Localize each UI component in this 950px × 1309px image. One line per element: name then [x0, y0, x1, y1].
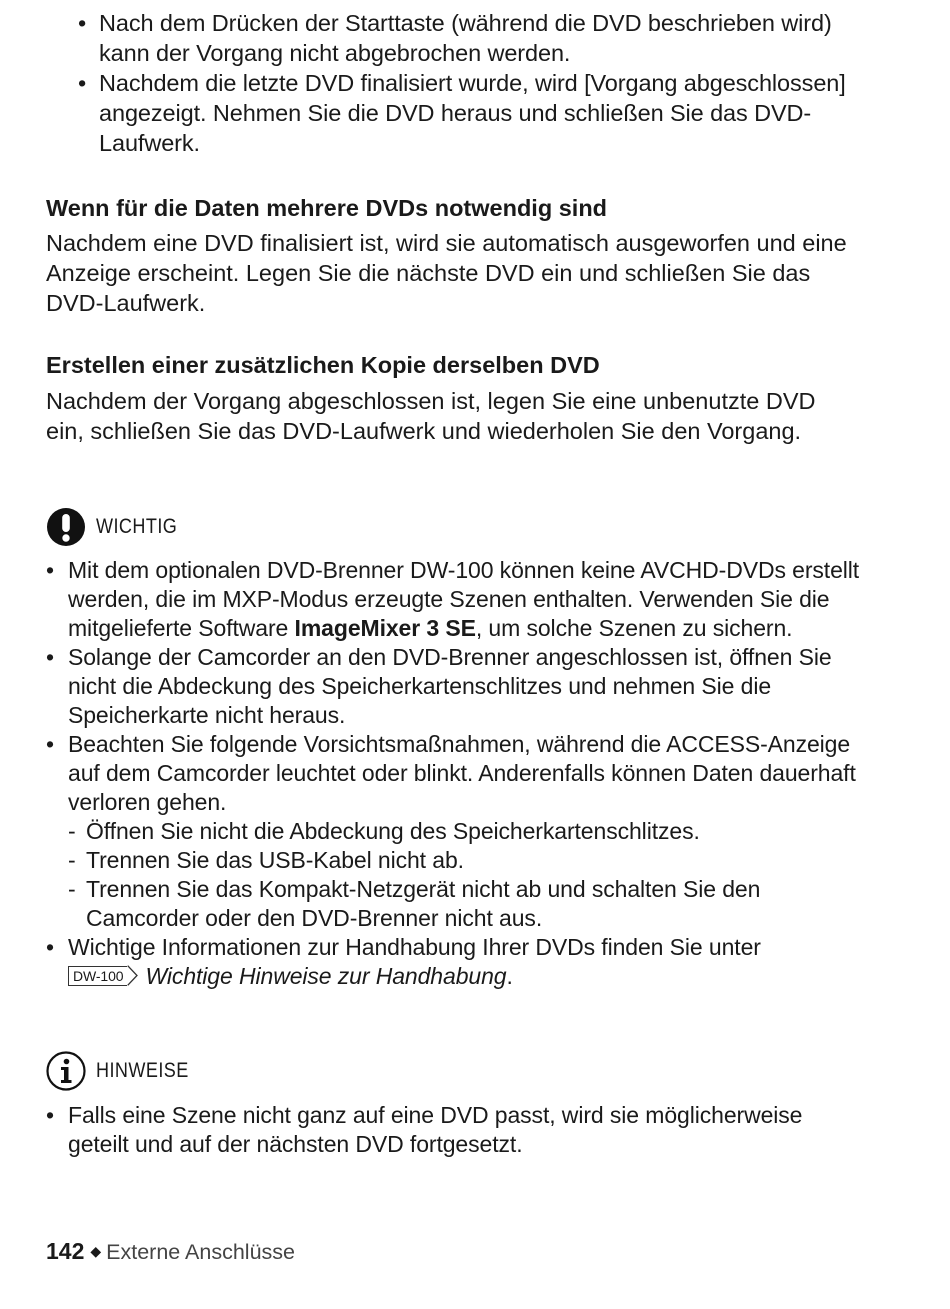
section-heading-additional-copy: Erstellen einer zusätzlichen Kopie derselben DVD [46, 352, 600, 378]
bullet-text: Nach dem Drücken der Starttaste (während die DVD beschrieben wird) kann der Vorgang nicht abgebrochen werden. [99, 10, 832, 66]
section-heading-multiple-dvds: Wenn für die Daten mehrere DVDs notwendig sind [46, 195, 608, 221]
list-item [78, 8, 878, 68]
important-header [46, 507, 190, 547]
top-bullet-list [78, 8, 878, 158]
section-body-multiple-dvds: Nachdem eine DVD finalisiert ist, wird sie automatisch ausgeworfen und eine Anzeige erscheint. Legen Sie die nächste DVD ein und schließen Sie das DVD-Laufwerk. [46, 230, 847, 316]
list-item [46, 1101, 866, 1159]
sublist-item [68, 875, 866, 933]
list-item [46, 556, 866, 643]
software-name: ImageMixer 3 SE [294, 615, 476, 641]
notes-header [46, 1051, 204, 1091]
bullet-text: Nachdem die letzte DVD finalisiert wurde, wird [Vorgang abgeschlossen] angezeigt. Nehmen Sie die DVD heraus und schließen Sie das DVD-Laufwerk. [99, 70, 846, 156]
list-item [46, 730, 866, 933]
notes-label: HINWEISE [96, 1059, 189, 1082]
page-number: 142 [46, 1238, 85, 1264]
important-item4-text: Wichtige Informationen zur Handhabung Ihrer DVDs finden Sie unter [68, 934, 761, 960]
list-item [78, 68, 878, 158]
section-body-additional-copy: Nachdem der Vorgang abgeschlossen ist, legen Sie eine unbenutzte DVD ein, schließen Sie das DVD-Laufwerk und wiederholen Sie den Vorgang. [46, 388, 816, 444]
reference-title: Wichtige Hinweise zur Handhabung [145, 963, 507, 989]
sublist-text: Öffnen Sie nicht die Abdeckung des Speicherkartenschlitzes. [86, 818, 700, 844]
page-footer [46, 1236, 295, 1269]
sublist-item [68, 846, 866, 875]
notes-list [46, 1101, 866, 1159]
badge-arrow-icon [127, 965, 138, 986]
footer-separator: ◆ [90, 1243, 102, 1259]
important-item1-text: Mit dem optionalen DVD-Brenner DW-100 können keine AVCHD-DVDs erstellt werden, die im MXP-Modus erzeugte Szenen enthalten. Verwenden Sie die mitgelieferte Software [68, 557, 860, 641]
reference-period: . [506, 963, 513, 989]
important-item1-text-end: , um solche Szenen zu sichern. [475, 615, 793, 641]
list-item [46, 643, 866, 730]
important-list [46, 556, 866, 991]
notes-item1-text: Falls eine Szene nicht ganz auf eine DVD passt, wird sie möglicherweise geteilt und auf der nächsten DVD fortgesetzt. [68, 1102, 803, 1157]
important-item3-text: Beachten Sie folgende Vorsichtsmaßnahmen, während die ACCESS-Anzeige auf dem Camcorder leuchtet oder blinkt. Anderenfalls können Daten dauerhaft verloren gehen. [68, 731, 856, 815]
important-label: WICHTIG [96, 515, 178, 538]
precautions-sublist [68, 817, 866, 933]
sublist-text: Trennen Sie das USB-Kabel nicht ab. [86, 847, 464, 873]
dw-100-badge-label: DW-100 [68, 966, 127, 986]
info-icon [46, 1051, 86, 1091]
sublist-item [68, 817, 866, 846]
dw-100-badge [68, 965, 138, 986]
exclamation-icon [46, 507, 86, 547]
list-item [46, 933, 866, 991]
footer-section-title: Externe Anschlüsse [106, 1240, 295, 1264]
sublist-text: Trennen Sie das Kompakt-Netzgerät nicht ab und schalten Sie den Camcorder oder den DVD-Brenner nicht aus. [86, 876, 761, 931]
important-item2-text: Solange der Camcorder an den DVD-Brenner angeschlossen ist, öffnen Sie nicht die Abdeckung des Speicherkartenschlitzes und nehmen Sie die Speicherkarte nicht heraus. [68, 644, 832, 728]
